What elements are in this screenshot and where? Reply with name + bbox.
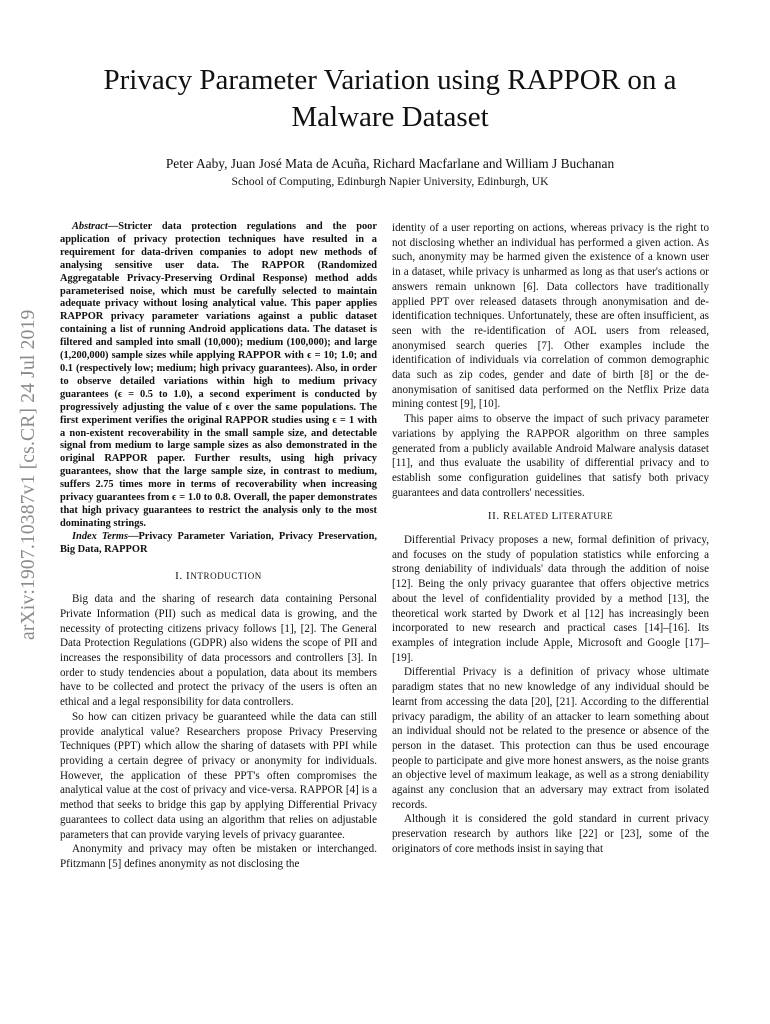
left-column xyxy=(60,221,377,872)
author-list: Peter Aaby, Juan José Mata de Acuña, Richard Macfarlane and William J Buchanan xyxy=(165,156,615,171)
related-paragraph-3: Although it is considered the gold standard in current privacy preservation research by authors like [22] or [23], some of the originators of core methods insist in saying that xyxy=(392,813,709,855)
related-paragraph-1: Differential Privacy proposes a new, formal definition of privacy, and focuses on the study of population statistics while enforcing a strong deniability of individuals' data through the addition of noise [12]. Being the only privacy guarantee that offers objective metrics about the level of confidentiality provided by a method [13], the theoretical work started by Dwork et al [12] has increasingly been incorporated to new research and practical cases [14]–[16]. Its examples of integration include Apple, Microsoft and Google [17]–[19]. xyxy=(392,534,709,664)
index-terms-label: Index Terms xyxy=(72,530,129,542)
abstract xyxy=(60,221,377,531)
section-heading-introduction: I. INTRODUCTION xyxy=(175,569,262,582)
intro-paragraph-1: Big data and the sharing of research data containing Personal Private Information (PII) such as medical data is growing, and the necessity of protecting citizens privacy follows [1], [2]. The General Data Protection Regulations (GDPR) also widens the scope of PII and increases the responsibility of data processors and controllers [3]. In order to study tendencies about a population, data about its members have to be collected and protect the privacy of the users is often an ethical and a legal responsibility for data controllers. xyxy=(60,593,377,709)
abstract-label: Abstract xyxy=(72,221,108,232)
section-heading-related-literature: II. RELATED LITERATURE xyxy=(487,510,614,523)
affiliation: School of Computing, Edinburgh Napier University, Edinburgh, UK xyxy=(231,175,549,188)
right-column xyxy=(392,221,709,857)
index-terms-text: —Privacy Parameter Variation, Privacy Preservation, Big Data, RAPPOR xyxy=(60,530,377,555)
intro-paragraph-2: So how can citizen privacy be guaranteed while the data can still provide analytical value? Researchers propose Privacy Preserving Techniques (PPT) which allow the sharing of datasets with PPI while providing a certain degree of privacy or anonymity for individuals. However, the application of these PPT's often compromises the analytical value at the cost of privacy and vice-versa. RAPPOR [4] is a method that seeks to bridge this gap by applying Differential Privacy guarantees to collect data using an algorithm that relies on adjustable parameters that can provide varying levels of privacy guarantee. xyxy=(60,710,377,841)
intro-paragraph-3-continued: identity of a user reporting on actions, whereas privacy is the right to not disclosing whether an individual has performed a given action. As such, anonymity may be harmed given the existence of a known user in a dataset, while privacy is unharmed as long as that user's actions or answers remain unknown [6]. Data collectors have traditionally applied PPT over released datasets through anonymisation and de-identification techniques. Unfortunately, these are often insufficient, as seen with the re-identification of AOL users from released, anonymised search queries [7]. Other examples include the identification of individuals via correlation of common demographic data such as zip codes, gender and date of birth [8] or the de-anonymisation of sanitised data performed on the Netflix Prize data mining contest [9], [10]. xyxy=(392,222,709,411)
intro-paragraph-4: This paper aims to observe the impact of such privacy parameter variations by applying the RAPPOR algorithm on three samples generated from a publicly available Android Malware analysis dataset [11], and thus evaluate the usability of differential privacy and to establish some configuration guidelines that satisfy both privacy guarantees and data controllers' necessities. xyxy=(392,413,709,499)
index-terms xyxy=(60,531,377,557)
related-paragraph-2: Differential Privacy is a definition of privacy whose ultimate paradigm states that no new knowledge of any individual should be learnt from accessing the data [20], [21]. According to the differential privacy paradigm, the ability of an attacker to learn something about an individual should not be related to the presence or absence of the person in the dataset. This protection can thus be used encourage people to participate and give more honest answers, as the noise grants an objective level of maximum leakage, as well as a strong deniability against any conclusion that an adversary may extract from isolated records. xyxy=(392,666,709,811)
intro-paragraph-3: Anonymity and privacy may often be mistaken or interchanged. Pfitzmann [5] defines anonymity as not disclosing the xyxy=(60,843,377,870)
paper-title: Privacy Parameter Variation using RAPPOR on a Malware Dataset xyxy=(103,64,677,133)
arxiv-id: arXiv:1907.10387v1 [cs.CR] 24 Jul 2019 xyxy=(18,309,39,640)
abstract-text: —Stricter data protection regulations and the poor application of privacy protection techniques have resulted in a requirement for data-driven companies to adopt new methods of analysing sensitive user data. The RAPPOR (Randomized Aggregatable Privacy-Preserving Ordinal Response) method adds parameterised noise, which must be carefully selected to maintain adequate privacy without losing analytical value. This paper applies RAPPOR privacy parameter variations against a public dataset containing a list of running Android applications data. The dataset is filtered and sampled into small (10,000); medium (100,000); and large (1,200,000) sample sizes while applying RAPPOR with ϵ = 10; 1.0; and 0.1 (respectively low; medium; high privacy guarantees). Also, in order to observe detailed variations within high to medium privacy guarantees (ϵ = 0.5 to 1.0), a second experiment is conducted by progressively adjusting the value of ϵ over the same populations. The first experiment verifies the original RAPPOR studies using ϵ = 1 with a non-existent recoverability in the small sample size, and detectable signal from medium to large sample sizes as also demonstrated in the original RAPPOR paper. Further results, using high privacy guarantees, show that the large sample size, in contrast to medium, suffers 2.75 times more in terms of recoverability when increasing privacy guarantees from ϵ = 1.0 to 0.8. Overall, the paper demonstrates that high privacy guarantees to restrict the analysis only to the most dominating strings. xyxy=(60,221,377,529)
